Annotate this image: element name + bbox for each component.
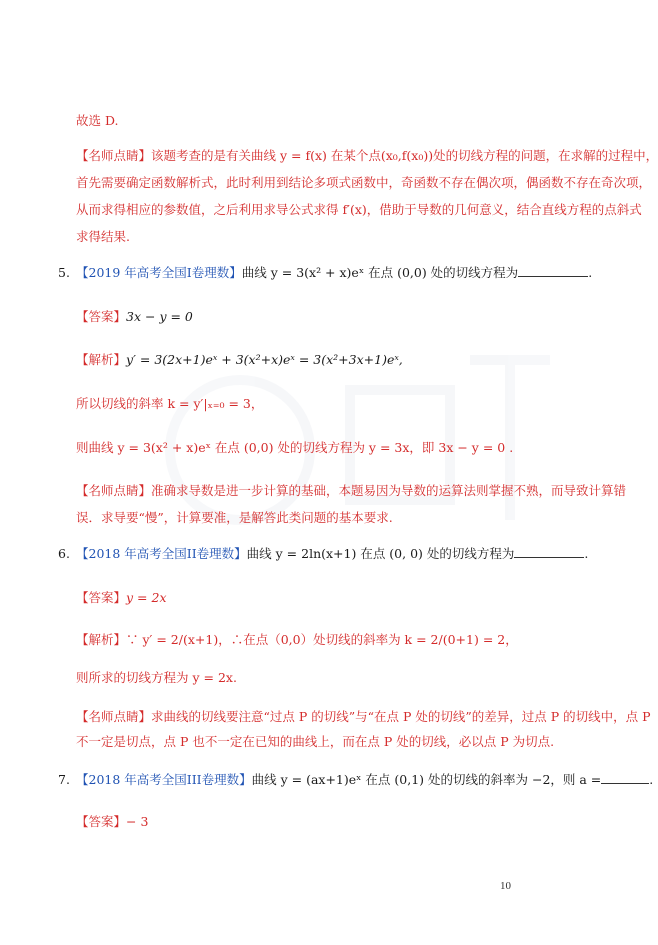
- analysis-tag: 【解析】: [76, 352, 127, 367]
- tip-tag: 【名师点睛】: [76, 709, 152, 724]
- answer-tag: 【答案】: [76, 309, 127, 324]
- question-number: 7.: [58, 772, 70, 787]
- answer-blank: [514, 545, 584, 558]
- analysis-line: [76, 350, 596, 370]
- answer-choice-d: 故选 D.: [76, 113, 119, 128]
- answer-tag: 【答案】: [76, 814, 127, 829]
- answer-blank: [518, 264, 588, 277]
- tip-line: [76, 481, 627, 501]
- analysis-line: 则曲线 y = 3(x² + x)eˣ 在点 (0,0) 处的切线方程为 y = 3x，即 3x − y = 0 .: [76, 440, 514, 455]
- page-number: 10: [500, 880, 511, 892]
- question-source: 【2018 年高考全国II卷理数】: [76, 546, 247, 561]
- question-text: 曲线 y = 2ln(x+1) 在点 (0, 0) 处的切线方程为: [246, 546, 515, 561]
- question-source: 【2019 年高考全国I卷理数】: [76, 265, 242, 280]
- answer-value: y = 2x: [126, 590, 167, 605]
- question-stem: 【2018 年高考全国II卷理数】曲线 y = 2ln(x+1) 在点 (0, 0) 处的切线方程为 .: [76, 546, 589, 561]
- answer-line: [76, 307, 596, 327]
- answer-blank: [601, 771, 649, 784]
- answer-value: − 3: [126, 814, 149, 829]
- tip-line: 从而求得相应的参数值，之后利用求导公式求得 f′(x)，借助于导数的几何意义，结合直线方程的点斜式: [76, 202, 642, 217]
- tip-line: 误．求导要“慢”，计算要准，是解答此类问题的基本要求.: [76, 510, 393, 525]
- tip-line: [76, 707, 651, 727]
- tip-tag: 【名师点睛】: [76, 483, 152, 498]
- tip-text: 准确求导数是进一步计算的基础，本题易因为导数的运算法则掌握不熟，而导致计算错: [151, 483, 627, 498]
- question-stem: 【2018 年高考全国III卷理数】曲线 y = (ax+1)eˣ 在点 (0,1) 处的切线的斜率为 −2，则 a = .: [76, 772, 654, 787]
- answer-value: 3x − y = 0: [126, 309, 193, 324]
- tip-text: 该题考查的是有关曲线 y = f(x) 在某个点(x₀,f(x₀))处的切线方程的问题，在求解的过程中，: [151, 148, 658, 163]
- tip-text: 求曲线的切线要注意“过点 P 的切线”与“在点 P 处的切线”的差异，过点 P 的切线中，点 P: [151, 709, 651, 724]
- answer-tag: 【答案】: [76, 590, 127, 605]
- question-text: 曲线 y = (ax+1)eˣ 在点 (0,1) 处的切线的斜率为 −2，则 a =: [251, 772, 602, 787]
- answer-line: [76, 588, 596, 608]
- question-source: 【2018 年高考全国III卷理数】: [76, 772, 252, 787]
- tip-tag: 【名师点睛】: [76, 148, 152, 163]
- analysis-tag: 【解析】: [76, 632, 127, 647]
- analysis-line: 所以切线的斜率 k = y′|ₓ₌₀ = 3，: [76, 396, 264, 411]
- analysis-line: 则所求的切线方程为 y = 2x.: [76, 670, 237, 685]
- analysis-text: ∵ y′ = 2/(x+1)，∴在点（0,0）处切线的斜率为 k = 2/(0+1) = 2，: [126, 632, 518, 647]
- analysis-line: [76, 630, 596, 650]
- question-stem: 【2019 年高考全国I卷理数】曲线 y = 3(x² + x)eˣ 在点 (0,0) 处的切线方程为 .: [76, 265, 593, 280]
- answer-line: [76, 812, 596, 832]
- tip-line: [76, 146, 658, 166]
- question-text: 曲线 y = 3(x² + x)eˣ 在点 (0,0) 处的切线方程为: [241, 265, 519, 280]
- tip-line: 不一定是切点，点 P 也不一定在已知的曲线上，而在点 P 处的切线，必以点 P 为切点.: [76, 734, 555, 749]
- tip-line: 求得结果.: [76, 229, 130, 244]
- tip-line: 首先需要确定函数解析式，此时利用到结论多项式函数中，奇函数不存在偶次项，偶函数不存在奇次项，: [76, 175, 652, 190]
- question-number: 6.: [58, 546, 70, 561]
- question-number: 5.: [58, 265, 70, 280]
- analysis-text: y′ = 3(2x+1)eˣ + 3(x²+x)eˣ = 3(x²+3x+1)eˣ,: [126, 352, 403, 367]
